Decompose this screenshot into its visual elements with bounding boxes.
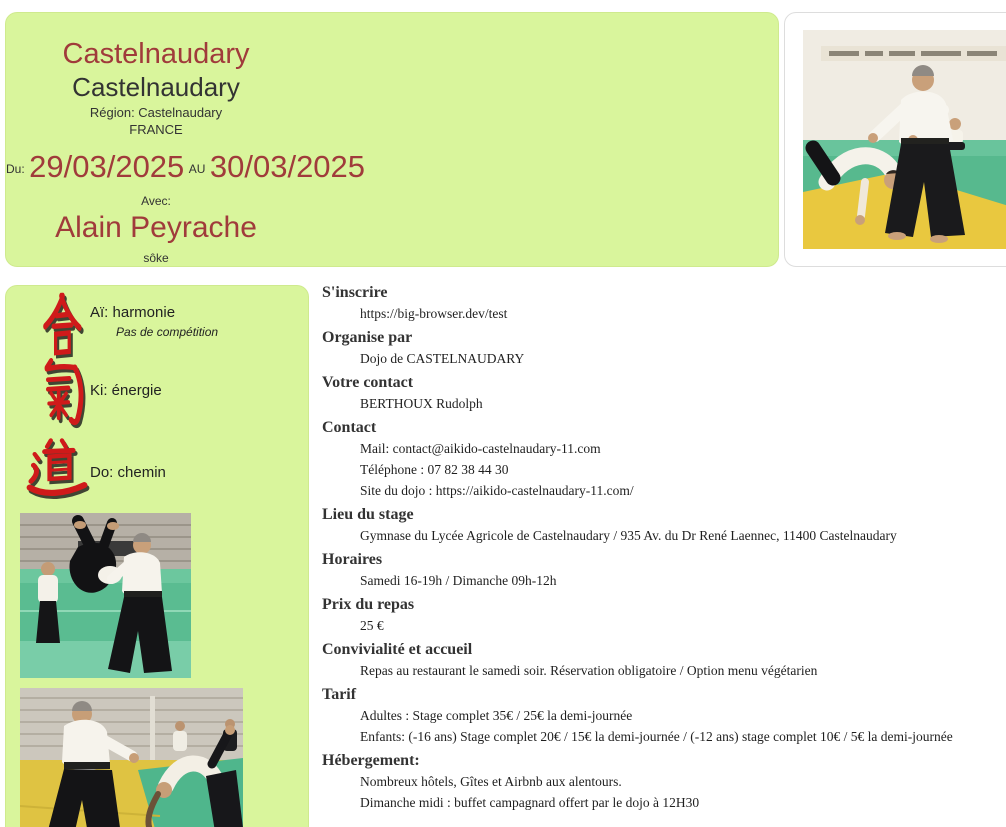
kanji-do-icon [26, 438, 88, 500]
with-label: Avec: [141, 194, 171, 208]
section-line: Gymnase du Lycée Agricole de Castelnaudary / 935 Av. du Dr René Laennec, 11400 Castelnaudary [360, 528, 897, 543]
kanji-do-label: Do: chemin [90, 464, 166, 481]
section-line: Dojo de CASTELNAUDARY [360, 351, 525, 366]
event-dates [6, 149, 366, 185]
event-title: Castelnaudary [62, 38, 250, 70]
kanji-ai-icon [42, 292, 82, 358]
section-line: Mail: contact@aikido-castelnaudary-11.com [360, 441, 601, 456]
info-section [322, 373, 1006, 414]
link-text[interactable]: Site du dojo : https://aikido-castelnaudary-11.com/ [360, 483, 634, 498]
section-heading: Organise par [322, 329, 413, 346]
info-section [322, 283, 1006, 324]
section-heading: Convivialité et accueil [322, 641, 473, 658]
section-heading: Votre contact [322, 374, 414, 391]
aikido-technique-photo [20, 688, 243, 827]
info-section [322, 640, 1006, 681]
section-line: Enfants: (-16 ans) Stage complet 20€ / 15€ la demi-journée / (-12 ans) stage complet 10€ / 5€ la demi-journée [360, 729, 953, 744]
date-to: 30/03/2025 [209, 149, 366, 184]
section-heading: Horaires [322, 551, 383, 568]
date-from-label: Du: [6, 162, 25, 176]
kanji-ai-note: Pas de compétition [116, 325, 219, 339]
date-from: 29/03/2025 [29, 149, 185, 184]
section-line: Téléphone : 07 82 38 44 30 [360, 462, 509, 477]
date-to-label: AU [188, 162, 206, 176]
section-heading: S'inscrire [322, 284, 388, 301]
kanji-ai-label: Aï: harmonie [90, 304, 176, 321]
section-line: BERTHOUX Rudolph [360, 396, 483, 411]
header-photo-card [784, 12, 1006, 267]
kanji-ki-label: Ki: énergie [90, 382, 162, 399]
aikido-demo-photo [803, 30, 1006, 249]
section-line: Samedi 16-19h / Dimanche 09h-12h [360, 573, 557, 588]
teacher-title: sôke [143, 251, 169, 265]
teacher-name: Alain Peyrache [55, 211, 257, 244]
section-line: Nombreux hôtels, Gîtes et Airbnb aux alentours. [360, 774, 622, 789]
event-header-panel [5, 12, 779, 267]
kanji-ki-icon [36, 358, 90, 426]
section-heading: Prix du repas [322, 596, 415, 613]
section-line: Adultes : Stage complet 35€ / 25€ la demi-journée [360, 708, 633, 723]
info-section [322, 751, 1006, 813]
event-header-text [6, 13, 366, 265]
event-country: FRANCE [129, 122, 183, 137]
main-sections [322, 283, 1006, 817]
aikido-throw-photo [20, 513, 191, 678]
link-text[interactable]: https://big-browser.dev/test [360, 306, 508, 321]
section-heading: Hébergement: [322, 752, 420, 769]
section-line: Repas au restaurant le samedi soir. Réservation obligatoire / Option menu végétarien [360, 663, 818, 678]
section-line: 25 € [360, 618, 384, 633]
info-section [322, 328, 1006, 369]
info-section [322, 550, 1006, 591]
aikido-sidebar-panel [5, 285, 309, 827]
section-line: Dimanche midi : buffet campagnard offert par le dojo à 12H30 [360, 795, 700, 810]
event-region: Région: Castelnaudary [89, 105, 223, 120]
info-section [322, 505, 1006, 546]
section-heading: Lieu du stage [322, 506, 414, 523]
info-section [322, 418, 1006, 501]
info-section [322, 595, 1006, 636]
event-city: Castelnaudary [72, 72, 240, 102]
section-heading: Contact [322, 419, 377, 436]
section-heading: Tarif [322, 686, 357, 703]
info-section [322, 685, 1006, 747]
